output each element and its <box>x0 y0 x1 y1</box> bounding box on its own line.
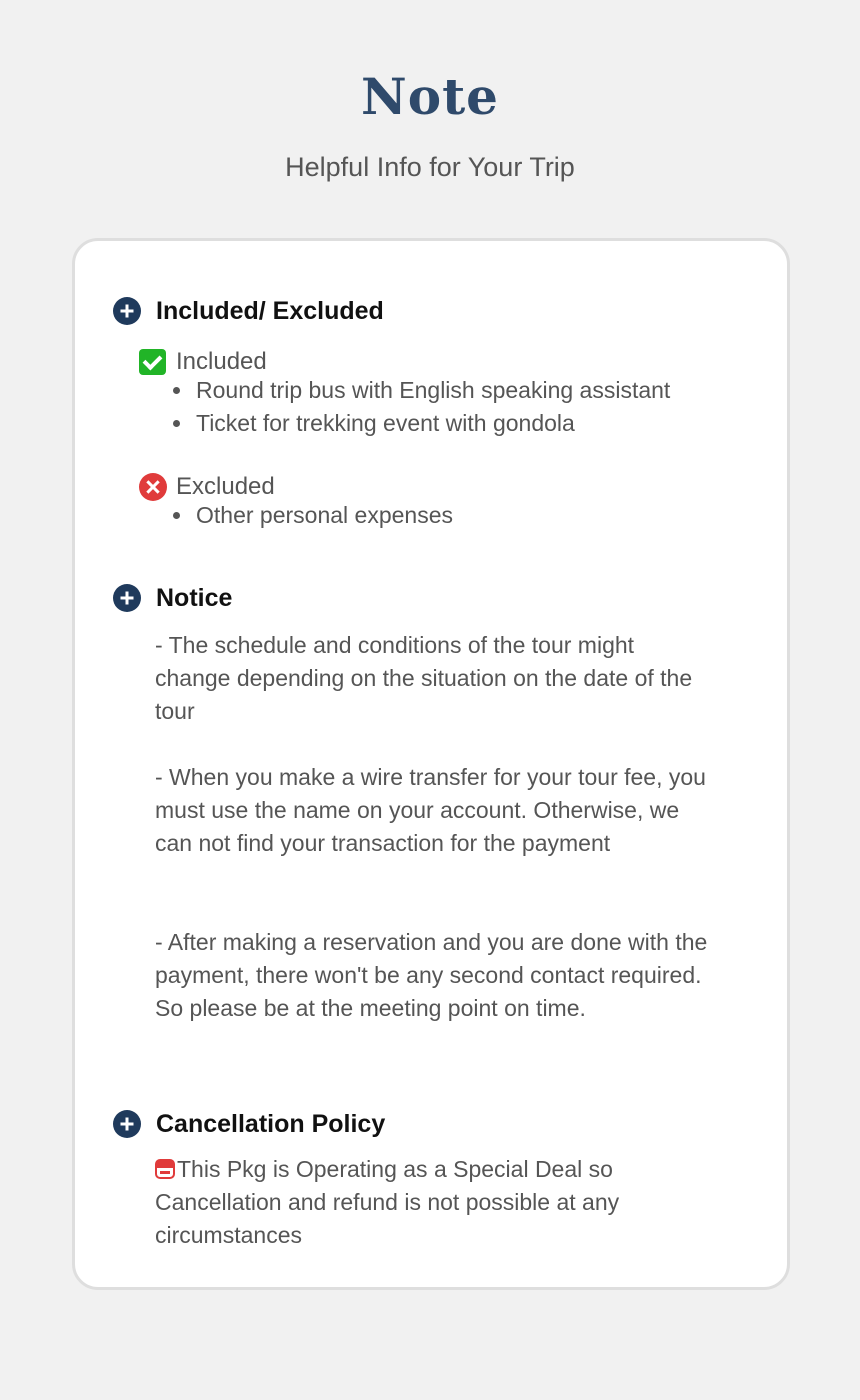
included-heading <box>139 348 267 376</box>
section-cancellation-policy[interactable] <box>113 1109 385 1139</box>
included-list <box>194 374 670 440</box>
included-label: Included <box>176 348 267 375</box>
calendar-icon <box>155 1159 175 1179</box>
section-title: Cancellation Policy <box>156 1109 386 1138</box>
plus-circle-icon[interactable] <box>113 297 141 325</box>
notice-paragraph: - The schedule and conditions of the tour might change depending on the situation on the date of the tour <box>155 632 693 724</box>
page-subtitle: Helpful Info for Your Trip <box>285 152 575 182</box>
plus-circle-icon[interactable] <box>113 1110 141 1138</box>
list-item: • Round trip bus with English speaking assistant <box>194 374 670 407</box>
list-item: • Ticket for trekking event with gondola <box>194 407 670 440</box>
excluded-list <box>194 499 453 532</box>
excluded-label: Excluded <box>176 473 275 500</box>
check-box-icon <box>139 349 166 375</box>
section-title: Notice <box>156 583 233 612</box>
info-card <box>72 238 790 1290</box>
list-item: • Other personal expenses <box>194 499 453 532</box>
plus-circle-icon[interactable] <box>113 584 141 612</box>
excluded-heading <box>139 473 275 501</box>
section-notice[interactable] <box>113 583 232 613</box>
cancellation-text-body: This Pkg is Operating as a Special Deal so Cancellation and refund is not possible at any circumstances <box>155 1156 620 1248</box>
notice-paragraph: - When you make a wire transfer for your tour fee, you must use the name on your account. Otherwise, we can not find your transaction for the payment <box>155 764 706 856</box>
page-title: Note <box>361 67 499 126</box>
notice-paragraph: - After making a reservation and you are done with the payment, there won't be any second contact required. So please be at the meeting point on time. <box>155 929 708 1021</box>
section-title: Included/ Excluded <box>156 296 384 325</box>
x-circle-icon <box>139 473 167 501</box>
cancellation-text <box>155 1153 715 1252</box>
section-included-excluded[interactable] <box>113 296 384 326</box>
